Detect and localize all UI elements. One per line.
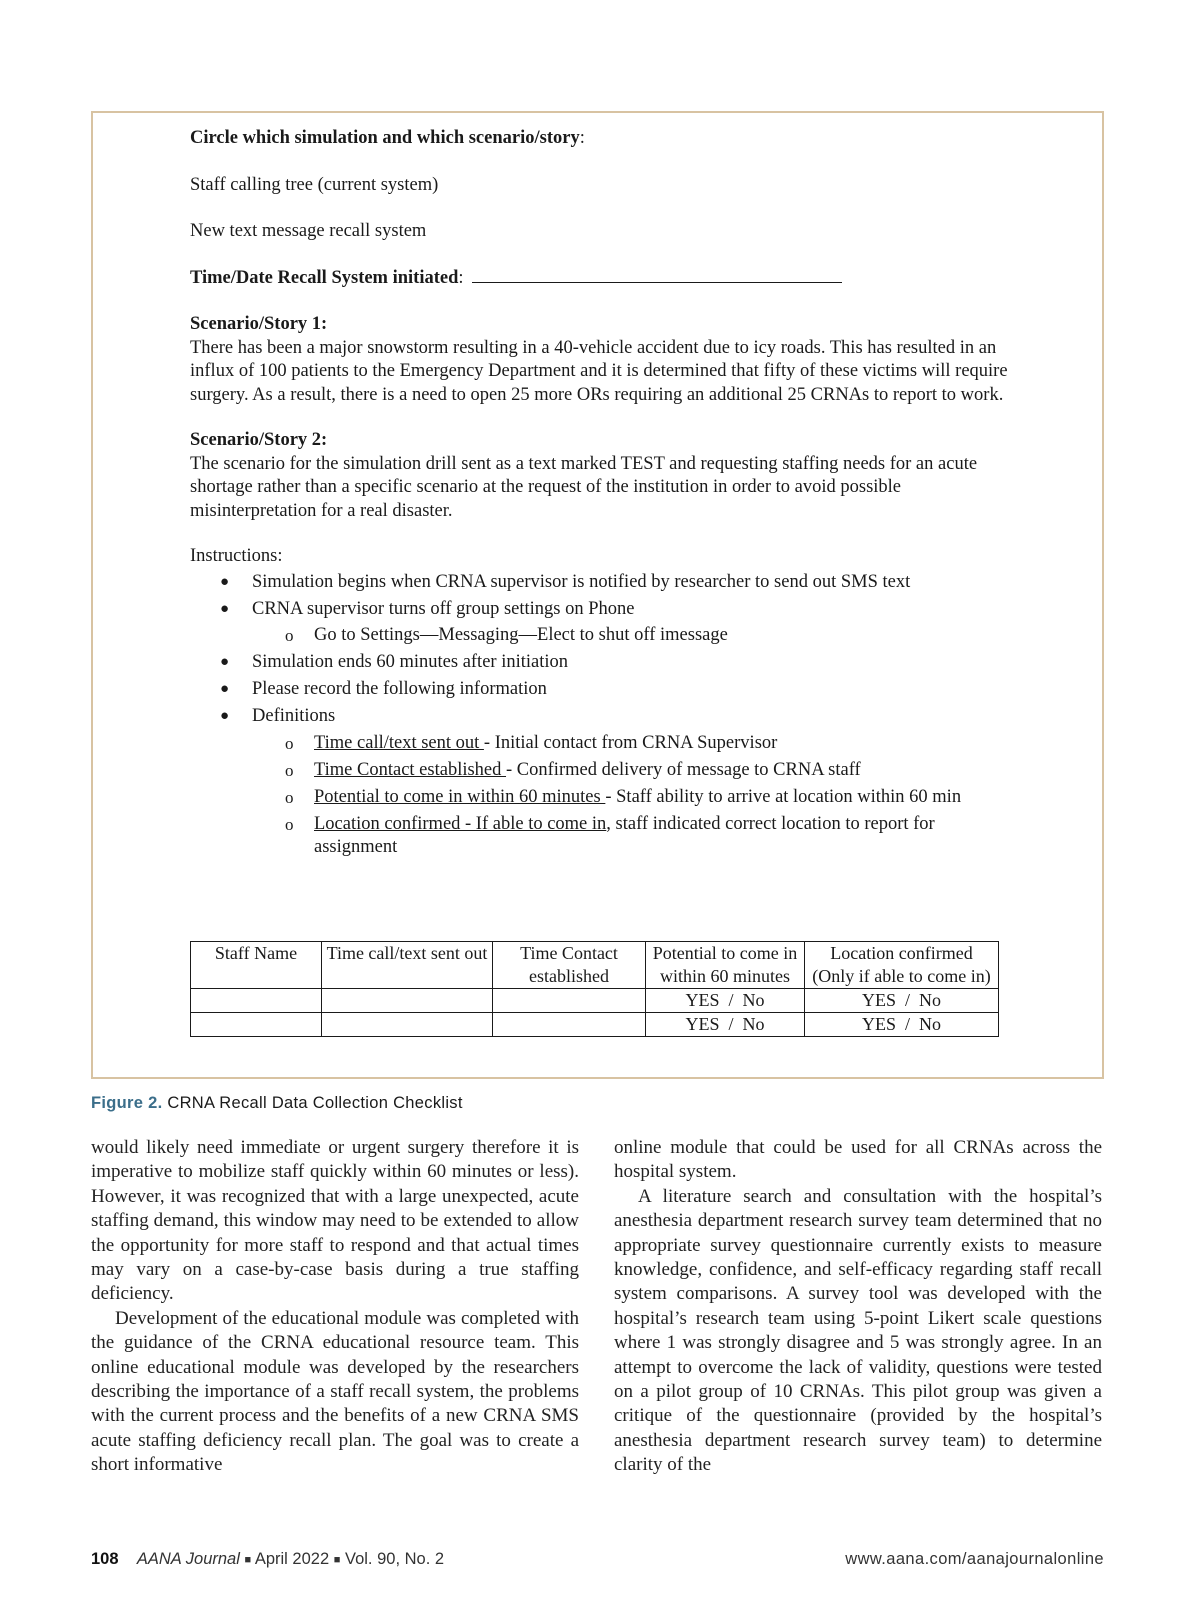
instruction-item: ● Definitions o Time call/text sent out - Initial contact from CRNA Supervisor o Time Contact established - Confirmed delivery of message to CRNA staff o Potential to come in within 60 minutes - Staff ability to arrive at location within 60 min o Location confirmed - If able to come in, staff indicated correct location to report for assignment [190,705,1020,860]
body-column-right [614,1136,1102,1478]
journal-url: www.aana.com/aanajournalonline [845,1550,1104,1568]
definition-item: o Potential to come in within 60 minutes - Staff ability to arrive at location within 60 min [252,786,1019,810]
yes-no-cell: YES / No [646,989,805,1013]
recall-data-table [190,941,999,1037]
instruction-item: ● Simulation ends 60 minutes after initiation [190,651,1020,675]
separator-icon: ■ [333,1554,341,1566]
instruction-sublist [252,624,1020,648]
instruction-item: ● Please record the following information [190,678,1020,702]
issue-date: April 2022 [254,1550,330,1568]
figure-caption [91,1094,463,1113]
yes-no-cell: YES / No [646,1013,805,1037]
scenario2-title: Scenario/Story 2: [190,430,328,450]
paragraph: A literature search and consultation with the hospital’s anesthesia department research survey team determined that no appropriate survey questionnaire currently exists to measure knowledge, confidence, and self-efficacy regarding staff recall system comparisons. A survey tool was developed with the hospital’s research team using 5-point Likert scale questions where 1 was strongly disagree and 5 was strongly agree. In an attempt to overcome the lack of validity, questions were tested on a pilot group of 10 CRNAs. This pilot group was given a critique of the questionnaire (provided by the hospital’s anesthesia department research survey team) to determine clarity of the [614,1185,1102,1476]
body-column-left [91,1136,579,1478]
table-cell [191,989,322,1013]
header-location-confirmed: Location confirmed (Only if able to come in) [805,942,999,989]
scenario2-text: The scenario for the simulation drill sent as a text marked TEST and requesting staffing needs for an acute shortage rather than a specific scenario at the request of the institution in order to avoid possible misinterpretation for a real disaster. [190,453,978,521]
option-text-message: New text message recall system [190,221,427,241]
instructions-label: Instructions: [190,546,283,566]
header-time-sent: Time call/text sent out [322,942,493,989]
circle-heading: Circle which simulation and which scenario/story: [190,128,585,148]
instructions-list [190,571,1020,860]
scenario1-title: Scenario/Story 1: [190,314,328,334]
table-cell [322,989,493,1013]
caption-label: Figure 2. [91,1094,163,1112]
paragraph: would likely need immediate or urgent surgery therefore it is imperative to mobilize staff quickly within 60 minutes or less). However, it was recognized that with a large unexpected, acute staffing demand, this window may need to be extended to allow the opportunity for more staff to respond and that actual times may vary on a case-by-case basis during a true staffing deficiency. [91,1137,579,1305]
definition-item: o Location confirmed - If able to come in, staff indicated correct location to report for assignment [252,813,1019,860]
separator-icon: ■ [244,1554,252,1566]
yes-no-cell: YES / No [805,989,999,1013]
option-calling-tree: Staff calling tree (current system) [190,174,439,195]
time-date-field: Time/Date Recall System initiated: [190,267,1020,291]
definitions-list [252,732,1020,860]
instruction-subitem: o Go to Settings—Messaging—Elect to shut off imessage [252,624,1019,648]
table-cell [493,989,646,1013]
paragraph: online module that could be used for all CRNAs across the hospital system. [614,1137,1102,1183]
checklist-form [190,127,1020,863]
page-footer [91,1550,1104,1569]
table-cell [493,1013,646,1037]
header-contact-established: Time Contact established [493,942,646,989]
page-number: 108 [91,1550,119,1568]
table-cell [322,1013,493,1037]
time-date-blank [472,268,842,283]
header-potential: Potential to come in within 60 minutes [646,942,805,989]
paragraph: Development of the educational module was completed with the guidance of the CRNA educational resource team. This online educational module was developed by the researchers describing the importance of a staff recall system, the problems with the current process and the benefits of a new CRNA SMS acute staffing deficiency recall plan. The goal was to create a short informative [91,1307,579,1476]
table-header-row [191,942,999,989]
header-staff-name: Staff Name [191,942,322,989]
table-cell [191,1013,322,1037]
yes-no-cell: YES / No [805,1013,999,1037]
definition-item: o Time Contact established - Confirmed delivery of message to CRNA staff [252,759,1019,783]
figure-2-checklist [91,111,1104,1079]
caption-text: CRNA Recall Data Collection Checklist [167,1094,463,1112]
scenario1-text: There has been a major snowstorm resulting in a 40-vehicle accident due to icy roads. This has resulted in an influx of 100 patients to the Emergency Department and it is determined that fifty of these victims will require surgery. As a result, there is a need to open 25 more ORs requiring an additional 25 CRNAs to report to work. [190,337,1008,405]
definition-item: o Time call/text sent out - Initial contact from CRNA Supervisor [252,732,1019,756]
table-row [191,989,999,1013]
instruction-item: ● CRNA supervisor turns off group settings on Phone o Go to Settings—Messaging—Elect to shut off imessage [190,598,1020,648]
table-row [191,1013,999,1037]
instruction-item: ● Simulation begins when CRNA supervisor is notified by researcher to send out SMS text [190,571,1020,595]
journal-name: AANA Journal [136,1550,240,1568]
volume-info: Vol. 90, No. 2 [345,1550,445,1568]
